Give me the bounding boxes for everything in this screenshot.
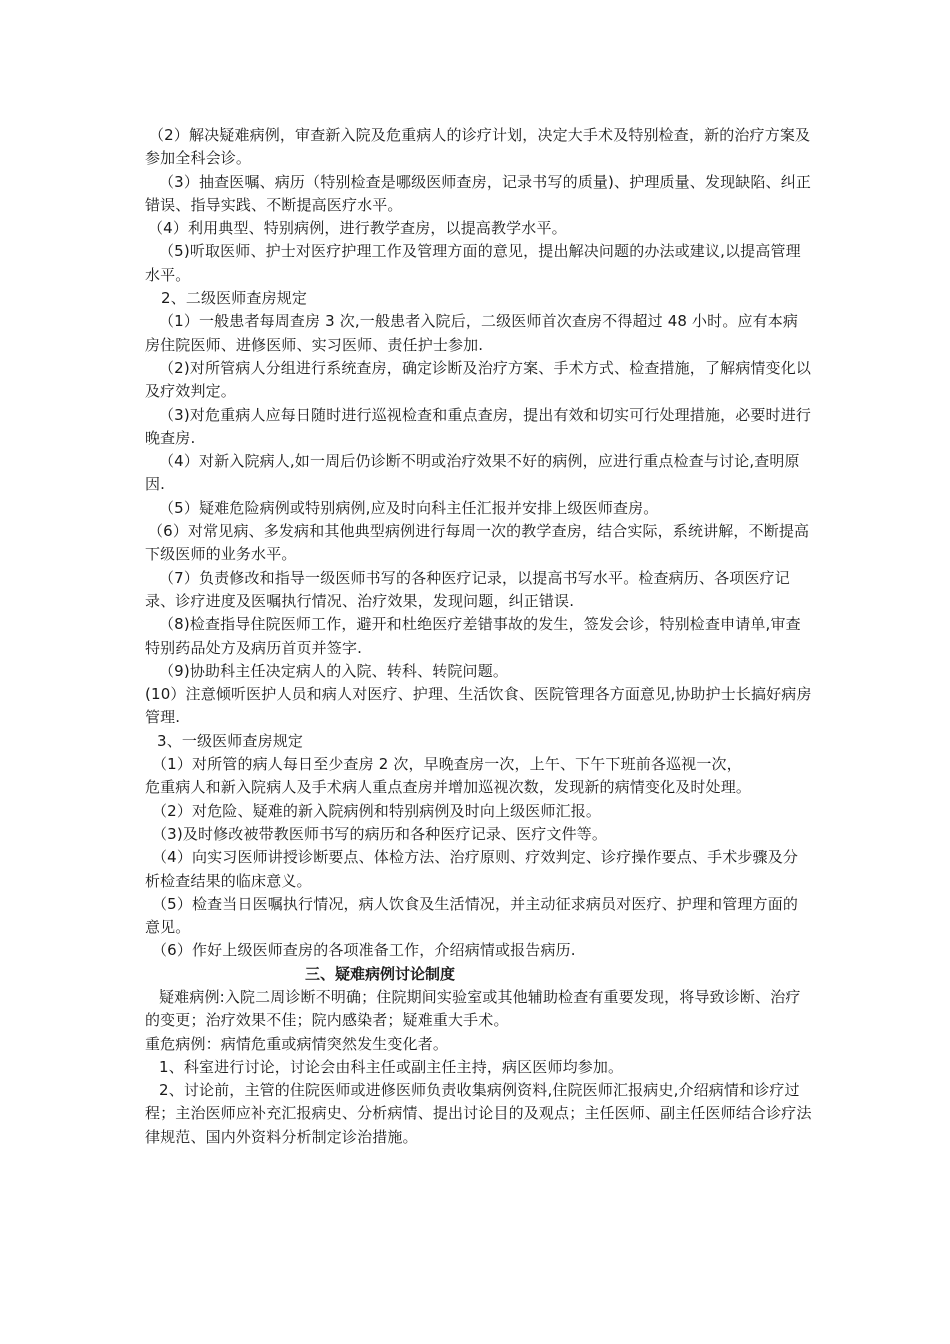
document-body — [145, 124, 813, 1149]
paragraph: （7）负责修改和指导一级医师书写的各种医疗记录，以提高书写水平。检查病历、各项医疗记录、诊疗进度及医嘱执行情况、治疗效果，发现问题，纠正错误. — [145, 568, 790, 610]
paragraph: 危重病人和新入院病人及手术病人重点查房并增加巡视次数，发现新的病情变化及时处理。 — [145, 778, 752, 797]
paragraph: （2）解决疑难病例，审查新入院及危重病人的诊疗计划，决定大手术及特别检查，新的治疗方案及参加全科会诊。 — [145, 126, 811, 168]
paragraph: （5）疑难危险病例或特别病例,应及时向科主任汇报并安排上级医师查房。 — [159, 498, 659, 517]
paragraph: （3）抽查医嘱、病历（特别检查是哪级医师查房，记录书写的质量)、护理质量、发现缺陷、纠正错误、指导实践、不断提高医疗水平。 — [145, 172, 811, 214]
paragraph: (10）注意倾听医护人员和病人对医疗、护理、生活饮食、医院管理各方面意见,协助护士长搞好病房管理. — [145, 685, 812, 727]
paragraph: （4）向实习医师讲授诊断要点、体检方法、治疗原则、疗效判定、诊疗操作要点、手术步骤及分析检查结果的临床意义。 — [145, 848, 798, 890]
paragraph: （4）利用典型、特别病例，进行教学查房，以提高教学水平。 — [148, 219, 567, 238]
paragraph: （3)及时修改被带教医师书写的病历和各种医疗记录、医疗文件等。 — [152, 824, 608, 843]
paragraph: （3)对危重病人应每日随时进行巡视检查和重点查房，提出有效和切实可行处理措施，必要时进行晚查房. — [145, 405, 811, 447]
paragraph: （1）一般患者每周查房 3 次,一般患者入院后，二级医师首次查房不得超过 48 小时。应有本病房住院医师、进修医师、实习医师、责任护士参加. — [145, 312, 799, 354]
section-heading: 3、一级医师查房规定 — [157, 731, 304, 750]
paragraph: 2、讨论前，主管的住院医师或进修医师负责收集病例资料,住院医师汇报病史,介绍病情和诊疗过程；主治医师应补充汇报病史、分析病情、提出讨论目的及观点；主任医师、副主任医师结合诊疗法律规范、国内外资料分析制定诊治措施。 — [145, 1081, 812, 1146]
paragraph: （6）作好上级医师查房的各项准备工作，介绍病情或报告病历. — [152, 941, 576, 960]
paragraph: （8)检查指导住院医师工作，避开和杜绝医疗差错事故的发生，签发会诊，特别检查申请单,审查特别药品处方及病历首页并签字. — [145, 615, 801, 657]
paragraph: （1）对所管的病人每日至少查房 2 次，早晚查房一次，上午、下午下班前各巡视一次， — [152, 755, 742, 774]
paragraph: （2）对危险、疑难的新入院病例和特别病例及时向上级医师汇报。 — [152, 801, 602, 820]
paragraph: 重危病例：病情危重或病情突然发生变化者。 — [145, 1034, 449, 1053]
paragraph: （6）对常见病、多发病和其他典型病例进行每周一次的教学查房，结合实际，系统讲解，不断提高下级医师的业务水平。 — [145, 522, 810, 564]
paragraph: 1、科室进行讨论，讨论会由科主任或副主任主持，病区医师均参加。 — [159, 1057, 624, 1076]
paragraph: （5)听取医师、护士对医疗护理工作及管理方面的意见，提出解决问题的办法或建议,以提高管理水平。 — [145, 242, 801, 284]
paragraph: （5）检查当日医嘱执行情况，病人饮食及生活情况，并主动征求病员对医疗、护理和管理方面的意见。 — [145, 894, 798, 937]
paragraph: （2)对所管病人分组进行系统查房，确定诊断及治疗方案、手术方式、检查措施，了解病情变化以及疗效判定。 — [145, 358, 811, 401]
chapter-title: 三、疑难病例讨论制度 — [305, 964, 456, 983]
paragraph: （4）对新入院病人,如一周后仍诊断不明或治疗效果不好的病例，应进行重点检查与讨论,查明原因. — [145, 452, 800, 494]
paragraph: 疑难病例:入院二周诊断不明确；住院期间实验室或其他辅助检查有重要发现，将导致诊断、治疗的变更；治疗效果不佳；院内感染者；疑难重大手术。 — [145, 987, 801, 1030]
paragraph: （9)协助科主任决定病人的入院、转科、转院问题。 — [159, 661, 508, 680]
section-heading: 2、二级医师查房规定 — [161, 289, 308, 308]
